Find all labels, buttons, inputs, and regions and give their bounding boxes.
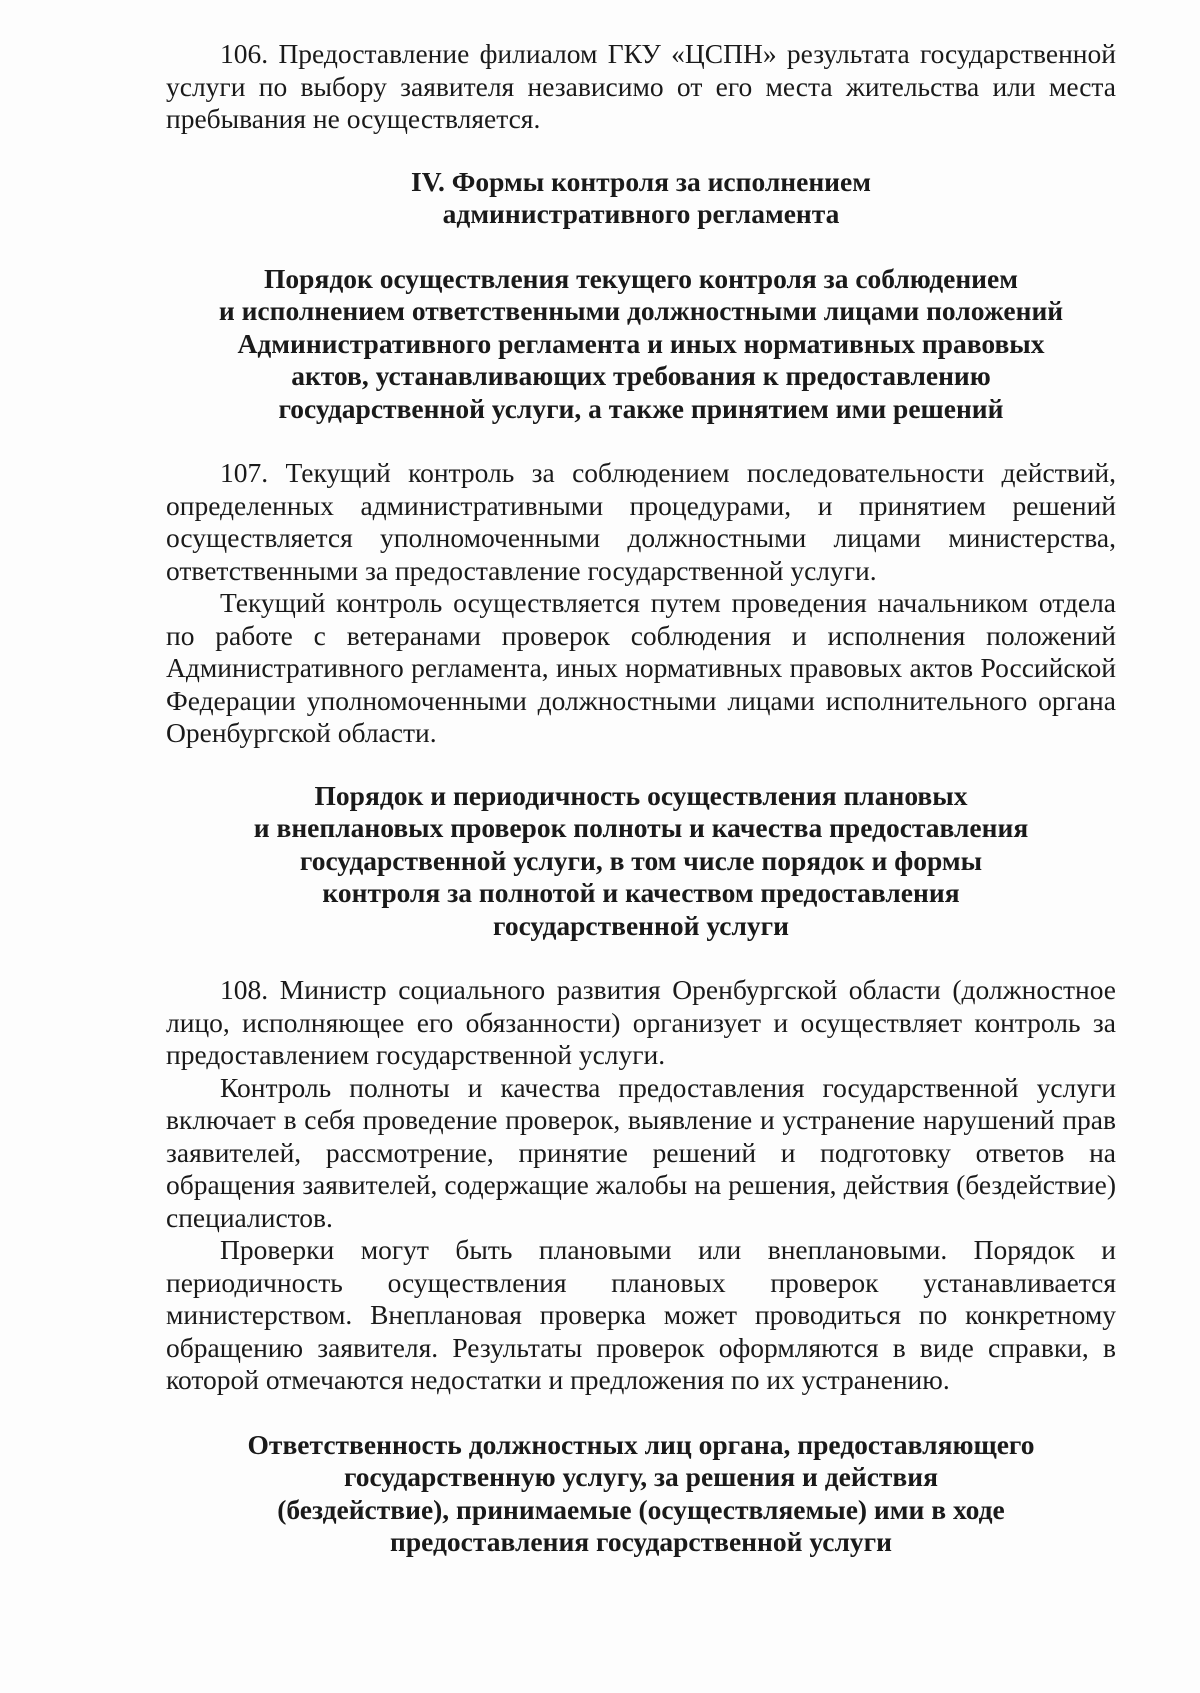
heading-inspections — [166, 780, 1116, 943]
heading-line: предоставления государственной услуги — [390, 1526, 892, 1557]
heading-line: государственной услуги, в том числе порядок и формы — [299, 844, 983, 876]
heading-line: и исполнением ответственными должностными лицами положений — [218, 295, 1064, 326]
heading-line: Ответственность должностных лиц органа, предоставляющего — [247, 1428, 1035, 1460]
heading-line: актов, устанавливающих требования к предоставлению — [291, 360, 991, 391]
heading-line: контроля за полнотой и качеством предоставления — [322, 877, 960, 908]
heading-line: Порядок и периодичность осуществления плановых — [314, 779, 968, 811]
paragraph-107: 107. Текущий контроль за соблюдением последовательности действий, определенных административными процедурами, и принятием решений осуществляется уполномоченными должностными лицами министерства, ответственными за предоставление государственной услуги. — [166, 457, 1116, 586]
heading-line: (бездействие), принимаемые (осуществляемые) ими в ходе — [277, 1493, 1005, 1525]
paragraph-107-continued: Текущий контроль осуществляется путем проведения начальником отдела по работе с ветеранами проверок соблюдения и исполнения положений Административного регламента, иных нормативных правовых актов Российской Федерации уполномоченными должностными лицами исполнительного органа Оренбургской области. — [166, 587, 1116, 748]
heading-line: государственной услуги, а также принятием ими решений — [278, 392, 1004, 424]
heading-current-control — [166, 263, 1116, 426]
heading-line: Порядок осуществления текущего контроля за соблюдением — [264, 262, 1018, 294]
heading-line: и внеплановых проверок полноты и качества предоставления — [253, 812, 1029, 843]
paragraph-106: 106. Предоставление филиалом ГКУ «ЦСПН» результата государственной услуги по выбору заявителя независимо от его места жительства или места пребывания не осуществляется. — [166, 38, 1116, 134]
heading-responsibility — [166, 1429, 1116, 1559]
paragraph-108: 108. Министр социального развития Оренбургской области (должностное лицо, исполняющее его обязанности) организует и осуществляет контроль за предоставлением государственной услуги. — [166, 974, 1116, 1070]
heading-line: государственной услуги — [493, 909, 789, 941]
paragraph-108-inspections: Проверки могут быть плановыми или внеплановыми. Порядок и периодичность осуществления плановых проверок устанавливается министерством. Внеплановая проверка может проводиться по конкретному обращению заявителя. Результаты проверок оформляются в виде справки, в которой отмечаются недостатки и предложения по их устранению. — [166, 1234, 1116, 1395]
section-title — [166, 166, 1116, 231]
section-title-line: административного регламента — [442, 198, 840, 229]
section-title-line: IV. Формы контроля за исполнением — [411, 165, 871, 197]
document-body — [166, 38, 1116, 1559]
paragraph-108-control-scope: Контроль полноты и качества предоставления государственной услуги включает в себя проведение проверок, выявление и устранение нарушений прав заявителей, рассмотрение, принятие решений и подготовку ответов на обращения заявителей, содержащие жалобы на решения, действия (бездействие) специалистов. — [166, 1071, 1116, 1233]
heading-line: Административного регламента и иных нормативных правовых — [237, 327, 1045, 359]
heading-line: государственную услугу, за решения и действия — [343, 1461, 938, 1492]
